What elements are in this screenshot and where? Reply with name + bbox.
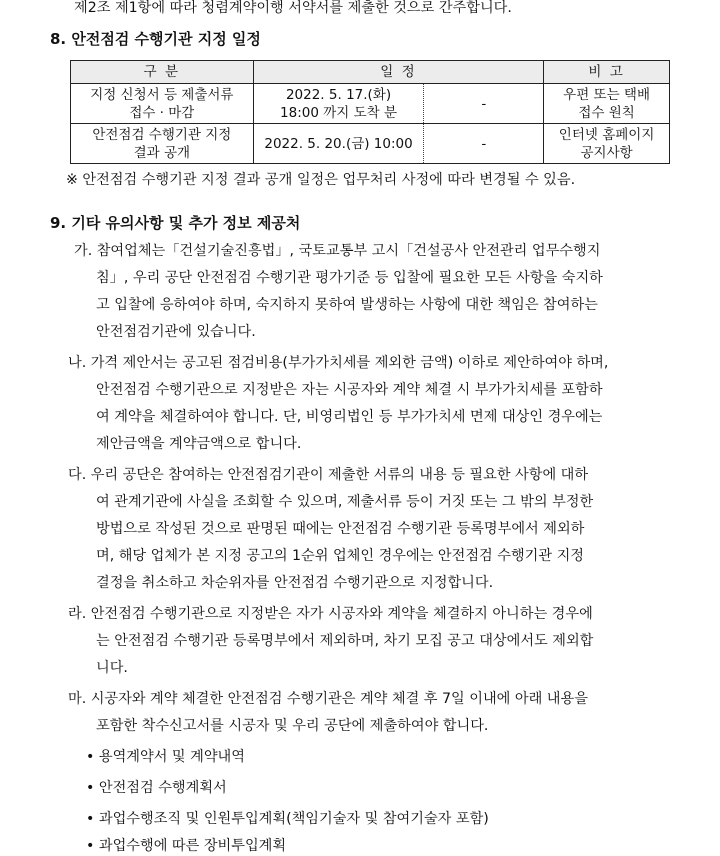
schedule-table-header <box>71 61 670 84</box>
paragraph-line: 다. 우리 공단은 참여하는 안전점검기관이 제출한 서류의 내용 등 필요한 사항에 대하 <box>68 467 589 483</box>
paragraph-line: 방법으로 작성된 것으로 판명된 때에는 안전점검 수행기관 등록명부에서 제외하 <box>96 521 585 537</box>
paragraph-line: 고 입찰에 응하여야 하며, 숙지하지 못하여 발생하는 사항에 대한 책임은 참여하는 <box>96 297 598 313</box>
paragraph-line: 나. 가격 제안서는 공고된 점검비용(부가가치세를 제외한 금액) 이하로 제안하여야 하며, <box>68 355 609 371</box>
section-8-heading: 8. 안전점검 수행기관 지정 일정 <box>50 30 261 48</box>
header-schedule: 일 정 <box>253 61 544 84</box>
row-dash: - <box>424 84 544 124</box>
paragraph-line: 안전점검기관에 있습니다. <box>96 324 256 340</box>
paragraph-line: 결정을 취소하고 차순위자를 안전점검 수행기관으로 지정합니다. <box>96 575 494 591</box>
paragraph-line: 가. 참여업체는「건설기술진흥법」, 국토교통부 고시「건설공사 안전관리 업무수행지 <box>74 243 601 259</box>
row-date: 2022. 5. 17.(화) 18:00 까지 도착 분 <box>253 84 424 124</box>
paragraph-line: 는 안전점검 수행기관 등록명부에서 제외하며, 차기 모집 공고 대상에서도 제외합 <box>96 633 594 649</box>
schedule-table <box>70 60 670 164</box>
paragraph-line: 마. 시공자와 계약 체결한 안전점검 수행기관은 계약 체결 후 7일 이내에 아래 내용을 <box>68 691 588 707</box>
continued-text-line: 제2조 제1항에 따라 청렴계약이행 서약서를 제출한 것으로 간주합니다. <box>74 0 512 16</box>
row-category: 안전점검 수행기관 지정 결과 공개 <box>71 124 254 164</box>
row-note: 우편 또는 택배 접수 원칙 <box>544 84 670 124</box>
paragraph-line: 며, 해당 업체가 본 지정 공고의 1순위 업체인 경우에는 안전점검 수행기관 지정 <box>96 548 585 564</box>
header-category: 구 분 <box>71 61 254 84</box>
row-note: 인터넷 홈페이지 공지사항 <box>544 124 670 164</box>
paragraph-line: 안전점검 수행기관으로 지정받은 자는 시공자와 계약 체결 시 부가가치세를 포함하 <box>96 382 603 398</box>
table-row <box>71 124 670 164</box>
row-dash: - <box>424 124 544 164</box>
schedule-footnote: ※ 안전점검 수행기관 지정 결과 공개 일정은 업무처리 사정에 따라 변경될 수 있음. <box>66 172 576 188</box>
bullet-item: • 과업수행에 따른 장비투입계획 <box>86 838 287 854</box>
paragraph-line: 여 관계기관에 사실을 조회할 수 있으며, 제출서류 등이 거짓 또는 그 밖의 부정한 <box>96 494 594 510</box>
header-note: 비 고 <box>544 61 670 84</box>
row-date: 2022. 5. 20.(금) 10:00 <box>253 124 424 164</box>
paragraph-line: 여 계약을 체결하여야 합니다. 단, 비영리법인 등 부가가치세 면제 대상인 경우에는 <box>96 409 603 425</box>
paragraph-line: 제안금액을 계약금액으로 합니다. <box>96 436 302 452</box>
bullet-item: • 용역계약서 및 계약내역 <box>86 749 245 765</box>
paragraph-line: 니다. <box>96 660 128 676</box>
bullet-item: • 과업수행조직 및 인원투입계획(책임기술자 및 참여기술자 포함) <box>86 811 489 827</box>
section-9-heading: 9. 기타 유의사항 및 추가 정보 제공처 <box>50 214 301 232</box>
row-category: 지정 신청서 등 제출서류 접수 · 마감 <box>71 84 254 124</box>
paragraph-line: 라. 안전점검 수행기관으로 지정받은 자가 시공자와 계약을 체결하지 아니하는 경우에 <box>68 606 593 622</box>
paragraph-line: 침」, 우리 공단 안전점검 수행기관 평가기준 등 입찰에 필요한 모든 사항을 숙지하 <box>96 270 603 286</box>
paragraph-line: 포함한 착수신고서를 시공자 및 우리 공단에 제출하여야 합니다. <box>96 718 489 734</box>
table-row <box>71 84 670 124</box>
bullet-item: • 안전점검 수행계획서 <box>86 780 227 796</box>
